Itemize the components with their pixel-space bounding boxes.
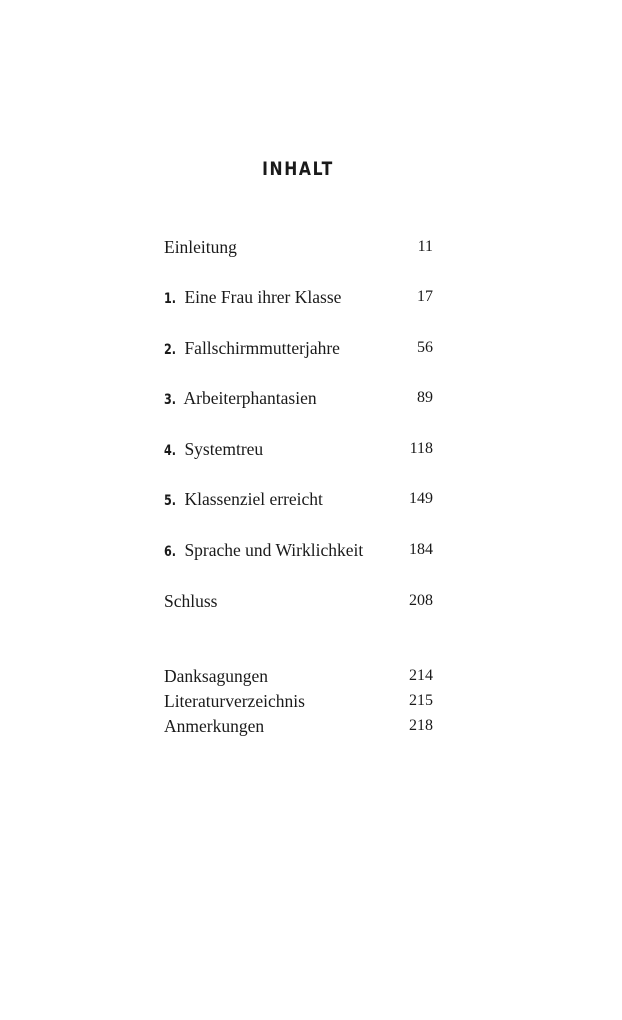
toc-entry-page: 214 [409, 667, 433, 684]
toc-entry-title: Klassenziel erreicht [184, 489, 323, 509]
toc-entry-chapter-5[interactable] [164, 488, 433, 510]
toc-entry-label [164, 488, 323, 512]
toc-entry-label [164, 337, 340, 361]
toc-entry-page: 89 [417, 389, 433, 406]
toc-entry-page: 215 [409, 692, 433, 709]
toc-entry-title: Danksagungen [164, 666, 269, 686]
toc-entry-page: 11 [417, 238, 433, 255]
toc-entry-chapter-2[interactable] [164, 337, 433, 359]
toc-entry-page: 17 [417, 288, 433, 305]
toc-entry-title: Systemtreu [184, 439, 264, 459]
toc-entry-title: Eine Frau ihrer Klasse [184, 287, 342, 307]
toc-entry-label [164, 438, 263, 462]
toc-entry-danksagungen[interactable] [164, 665, 433, 687]
chapter-number: 1. [164, 291, 177, 307]
toc-entry-page: 208 [409, 592, 433, 609]
toc-entry-chapter-3[interactable] [164, 387, 433, 409]
toc-entry-literaturverzeichnis[interactable] [164, 690, 433, 712]
chapter-number: 2. [164, 342, 177, 358]
toc-entry-label [164, 286, 341, 310]
toc-entry-page: 56 [417, 339, 433, 356]
toc-entry-page: 218 [409, 717, 433, 734]
page-title: INHALT [262, 158, 334, 180]
toc-entry-title: Arbeiterphantasien [183, 388, 317, 408]
toc-entry-title: Schluss [164, 591, 218, 611]
toc-entry-chapter-6[interactable] [164, 539, 433, 561]
toc-entry-label [164, 236, 237, 258]
chapter-number: 3. [164, 392, 177, 408]
chapter-number: 4. [164, 443, 177, 459]
toc-entry-label [164, 539, 363, 563]
chapter-number: 5. [164, 493, 177, 509]
chapter-number: 6. [164, 544, 177, 560]
toc-entry-title: Literaturverzeichnis [164, 691, 305, 711]
toc-entry-page: 149 [409, 490, 433, 507]
toc-entry-page: 118 [409, 440, 433, 457]
toc-entry-label [164, 387, 317, 411]
toc-entry-page: 184 [409, 541, 433, 558]
toc-entry-label [164, 590, 217, 612]
toc-entry-chapter-4[interactable] [164, 438, 433, 460]
toc-entry-einleitung[interactable] [164, 236, 433, 258]
toc-entry-title: Fallschirmmutterjahre [184, 338, 340, 358]
toc-entry-title: Sprache und Wirklichkeit [184, 540, 364, 560]
toc-entry-title: Anmerkungen [164, 716, 265, 736]
toc-entry-chapter-1[interactable] [164, 286, 433, 308]
toc-entry-anmerkungen[interactable] [164, 715, 433, 737]
toc-entry-schluss[interactable] [164, 590, 433, 612]
toc-entry-title: Einleitung [164, 237, 237, 257]
